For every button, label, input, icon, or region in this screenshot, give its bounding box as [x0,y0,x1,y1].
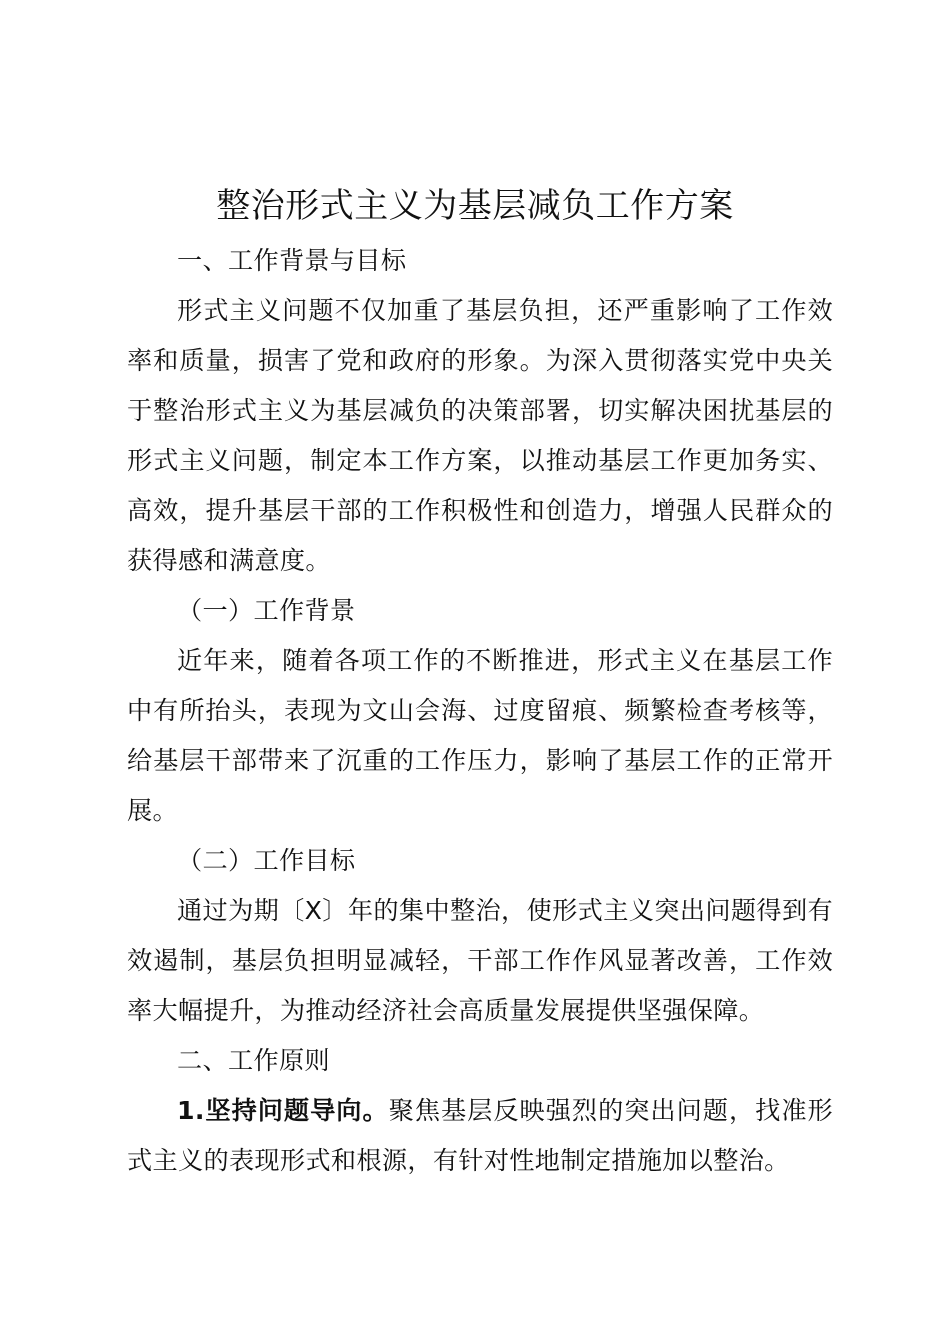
document-body [127,236,833,1186]
section-heading-work-principles: 二、工作原则 [177,1046,330,1075]
paragraph-background-goals: 形式主义问题不仅加重了基层负担，还严重影响了工作效率和质量，损害了党和政府的形象。为深入贯彻落实党中央关于整治形式主义为基层减负的决策部署，切实解决困扰基层的形式主义问题，制定本工作方案，以推动基层工作更加务实、高效，提升基层干部的工作积极性和创造力，增强人民群众的获得感和满意度。 [127,296,833,575]
paragraph-principle-1 [127,1086,833,1186]
subheading-work-goals: （二）工作目标 [177,846,356,875]
principle-1-text: 聚焦基层反映强烈的突出问题，找准形式主义的表现形式和根源，有针对性地制定措施加以整治。 [127,1096,833,1175]
paragraph-work-goals: 通过为期〔X〕年的集中整治，使形式主义突出问题得到有效遏制，基层负担明显减轻，干部工作作风显著改善，工作效率大幅提升，为推动经济社会高质量发展提供坚强保障。 [127,896,833,1025]
paragraph-work-background: 近年来，随着各项工作的不断推进，形式主义在基层工作中有所抬头，表现为文山会海、过度留痕、频繁检查考核等，给基层干部带来了沉重的工作压力，影响了基层工作的正常开展。 [127,646,833,825]
document-title: 整治形式主义为基层减负工作方案 [216,186,734,226]
section-heading-background-goals: 一、工作背景与目标 [177,246,407,275]
subheading-work-background: （一）工作背景 [177,596,356,625]
principle-1-lead: 1.坚持问题导向。 [177,1096,389,1125]
